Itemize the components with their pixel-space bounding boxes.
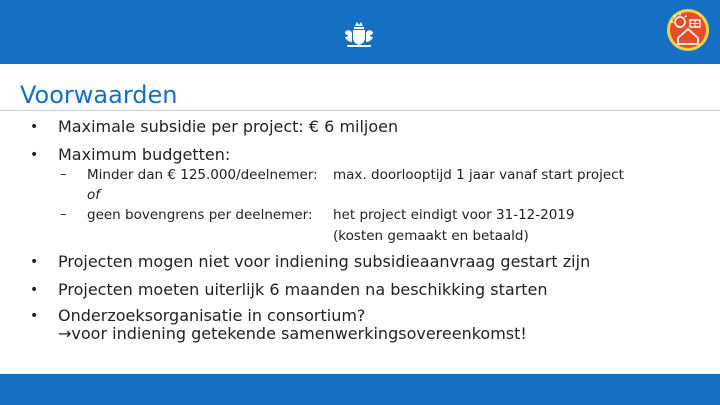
sub-bullet-or: of <box>87 187 101 203</box>
bullet-marker: • <box>30 119 39 135</box>
bullet-marker: • <box>30 147 39 163</box>
bullet-max-budgets: Maximum budgetten: <box>58 145 231 164</box>
slide-title: Voorwaarden <box>20 81 178 109</box>
bullet-start-deadline: Projecten moeten uiterlijk 6 maanden na beschikking starten <box>58 280 548 299</box>
bullet-research-org: Onderzoeksorganisatie in consortium? <box>58 306 366 325</box>
sub-bullet-small-budget-value: max. doorlooptijd 1 jaar vanaf start project <box>333 167 624 183</box>
bullet-marker: • <box>30 282 39 298</box>
bullet-marker: • <box>30 308 39 324</box>
sub-bullet-no-limit-note: (kosten gemaakt en betaald) <box>333 228 529 244</box>
bullet-max-subsidy: Maximale subsidie per project: € 6 miljoen <box>58 117 399 136</box>
sub-bullet-no-limit-label: geen bovengrens per deelnemer: <box>87 207 313 223</box>
sub-bullet-marker: – <box>60 207 67 222</box>
sub-bullet-no-limit-value: het project eindigt voor 31-12-2019 <box>333 207 575 223</box>
header-bar <box>0 0 720 64</box>
bullet-not-started: Projecten mogen niet voor indiening subsidieaanvraag gestart zijn <box>58 252 591 271</box>
bullet-research-org-followup: →voor indiening getekende samenwerkingsovereenkomst! <box>58 324 527 343</box>
royal-crest-icon <box>342 20 376 50</box>
bullet-marker: • <box>30 254 39 270</box>
sub-bullet-small-budget-label: Minder dan € 125.000/deelnemer: <box>87 167 318 183</box>
sub-bullet-marker: – <box>60 167 67 182</box>
title-divider <box>0 110 720 111</box>
solar-house-badge-icon <box>666 8 710 52</box>
footer-bar <box>0 374 720 405</box>
